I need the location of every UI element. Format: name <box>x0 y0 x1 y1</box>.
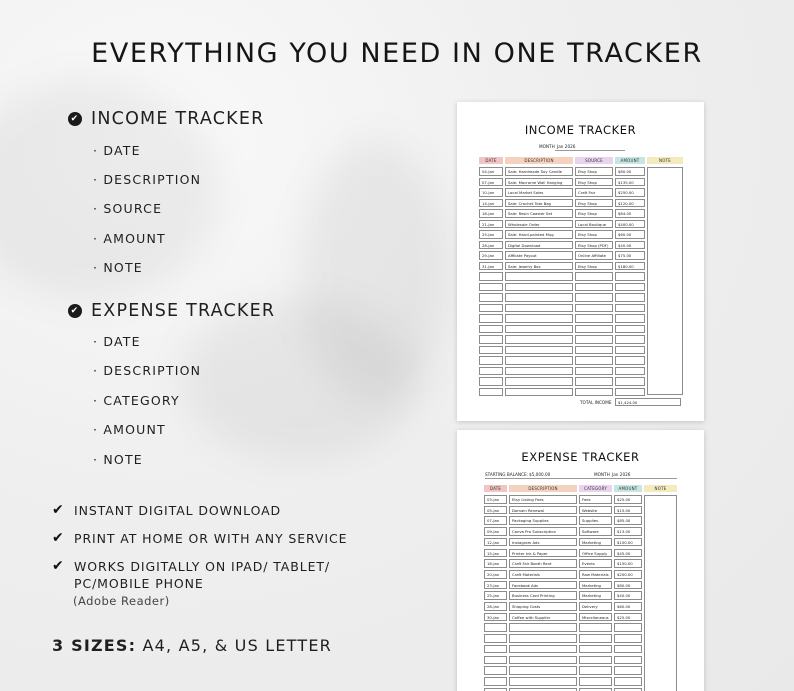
table-cell: Sale: Handmade Soy Candle <box>505 167 573 176</box>
table-cell: $45.00 <box>614 549 642 558</box>
table-cell <box>505 356 573 365</box>
table-cell: 07-Jan <box>484 516 507 525</box>
table-cell: 21-Jan <box>479 220 503 229</box>
income-item: · SOURCE <box>93 201 163 216</box>
table-cell <box>575 346 613 355</box>
table-cell <box>575 325 613 334</box>
table-cell: $40.00 <box>614 591 642 600</box>
table-cell <box>509 656 577 665</box>
table-cell: $80.00 <box>615 167 645 176</box>
table-header-date: DATE <box>484 485 507 492</box>
income-section-label: INCOME TRACKER <box>91 109 265 129</box>
checkmark-icon: ✔ <box>52 502 65 518</box>
note-column <box>647 167 683 395</box>
table-cell: 05-Jan <box>484 506 507 515</box>
table-cell <box>615 335 645 344</box>
table-cell: $40.00 <box>615 241 645 250</box>
table-header-amount: AMOUNT <box>615 157 645 164</box>
table-header-amount: AMOUNT <box>614 485 642 492</box>
table-cell <box>505 335 573 344</box>
table-cell: Events <box>579 559 612 568</box>
expense-item: · DATE <box>93 334 141 349</box>
table-cell: Local Boutique <box>575 220 613 229</box>
feature-item: ✔ INSTANT DIGITAL DOWNLOAD <box>52 502 282 518</box>
table-cell: 29-Jan <box>479 251 503 260</box>
expense-item: · AMOUNT <box>93 422 166 437</box>
table-cell <box>479 293 503 302</box>
table-cell <box>575 293 613 302</box>
table-cell: Sale: Resin Coaster Set <box>505 209 573 218</box>
table-cell: Canva Pro Subscription <box>509 527 577 536</box>
table-cell <box>614 666 642 675</box>
table-header-note: NOTE <box>644 485 677 492</box>
table-cell: $200.00 <box>614 570 642 579</box>
table-cell <box>614 623 642 632</box>
income-item: · DESCRIPTION <box>93 172 202 187</box>
table-cell: Craft Fair <box>575 188 613 197</box>
table-cell: $180.00 <box>615 262 645 271</box>
table-cell: 23-Jan <box>484 581 507 590</box>
table-cell: 14-Jan <box>479 199 503 208</box>
table-cell <box>615 304 645 313</box>
income-item: · NOTE <box>93 260 143 275</box>
table-cell <box>484 634 507 643</box>
table-cell <box>505 367 573 376</box>
table-cell <box>575 388 613 397</box>
sheet-title: INCOME TRACKER <box>524 123 637 137</box>
table-cell: Shipping Costs <box>509 602 577 611</box>
table-cell <box>509 677 577 686</box>
table-cell: Wholesale Order <box>505 220 573 229</box>
table-cell <box>484 666 507 675</box>
table-cell <box>579 634 612 643</box>
table-cell: $25.00 <box>614 613 642 622</box>
table-cell <box>615 388 645 397</box>
table-cell: 30-Jan <box>484 613 507 622</box>
background-shadow <box>300 140 450 400</box>
income-section-title <box>68 109 264 129</box>
table-cell: Craft Fair Booth Rent <box>509 559 577 568</box>
headline: EVERYTHING YOU NEED IN ONE TRACKER <box>91 38 703 69</box>
table-cell <box>579 666 612 675</box>
table-cell <box>505 346 573 355</box>
table-cell <box>614 688 642 691</box>
expense-item: · NOTE <box>93 452 143 467</box>
table-cell <box>484 677 507 686</box>
table-cell: Digital Download <box>505 241 573 250</box>
table-cell <box>479 367 503 376</box>
table-cell: $150.00 <box>614 559 642 568</box>
starting-balance-label: STARTING BALANCE: <box>485 472 529 477</box>
checkmark-icon: ✔ <box>52 558 65 574</box>
table-cell <box>479 314 503 323</box>
expense-section-title <box>68 301 275 321</box>
table-cell <box>505 283 573 292</box>
table-cell <box>479 346 503 355</box>
table-cell <box>615 346 645 355</box>
month-value: Jan 2026 <box>612 472 631 477</box>
month-label: MONTH <box>594 472 610 477</box>
table-cell: Affiliate Payout <box>505 251 573 260</box>
table-cell: $100.00 <box>614 538 642 547</box>
table-cell <box>505 272 573 281</box>
table-cell: Software <box>579 527 612 536</box>
table-cell <box>484 656 507 665</box>
table-cell <box>615 325 645 334</box>
table-cell <box>614 677 642 686</box>
table-cell: Sale: Macrame Wall Hanging <box>505 178 573 187</box>
table-cell: $84.00 <box>615 209 645 218</box>
month-value: Jan 2026 <box>557 144 576 149</box>
table-cell: 15-Jan <box>484 549 507 558</box>
sizes-value: A4, A5, & US LETTER <box>142 636 332 655</box>
table-cell <box>614 645 642 654</box>
table-cell: Online Affiliate <box>575 251 613 260</box>
table-cell: Local Market Sales <box>505 188 573 197</box>
table-header-note: NOTE <box>647 157 683 164</box>
table-cell <box>575 367 613 376</box>
table-cell <box>575 377 613 386</box>
table-cell: Delivery <box>579 602 612 611</box>
table-cell: 25-Jan <box>484 591 507 600</box>
table-cell: $13.00 <box>614 527 642 536</box>
total-value: $1,424.00 <box>615 398 681 406</box>
month-label: MONTH <box>539 144 555 149</box>
table-cell <box>614 634 642 643</box>
table-cell: 18-Jan <box>479 209 503 218</box>
table-cell: Business Card Printing <box>509 591 577 600</box>
checkmark-icon: ✔ <box>52 530 65 546</box>
table-cell <box>484 688 507 691</box>
table-cell <box>505 314 573 323</box>
table-cell <box>505 388 573 397</box>
table-cell: Facebook Ads <box>509 581 577 590</box>
table-cell: Packaging Supplies <box>509 516 577 525</box>
table-cell <box>509 666 577 675</box>
table-cell <box>479 335 503 344</box>
feature-note: (Adobe Reader) <box>73 594 170 608</box>
table-cell <box>505 304 573 313</box>
table-cell <box>509 623 577 632</box>
table-cell: 25-Jan <box>479 230 503 239</box>
sheet-title: EXPENSE TRACKER <box>521 450 640 464</box>
table-cell: Etsy Shop (PDF) <box>575 241 613 250</box>
table-cell: Domain Renewal <box>509 506 577 515</box>
table-cell <box>615 367 645 376</box>
table-cell: 07-Jan <box>479 178 503 187</box>
table-cell <box>579 623 612 632</box>
table-cell: Supplies <box>579 516 612 525</box>
table-cell <box>575 272 613 281</box>
table-cell <box>575 283 613 292</box>
table-cell <box>579 645 612 654</box>
table-cell: Marketing <box>579 538 612 547</box>
expense-section-label: EXPENSE TRACKER <box>91 301 276 321</box>
expense-item: · DESCRIPTION <box>93 363 202 378</box>
table-cell <box>479 356 503 365</box>
table-cell <box>509 645 577 654</box>
table-cell: $25.00 <box>614 495 642 504</box>
table-header-description: DESCRIPTION <box>509 485 577 492</box>
table-cell: Etsy Shop <box>575 230 613 239</box>
table-cell: $60.00 <box>614 602 642 611</box>
table-cell <box>505 325 573 334</box>
table-cell <box>615 314 645 323</box>
table-cell <box>615 377 645 386</box>
table-cell: Etsy Shop <box>575 199 613 208</box>
table-cell: Marketing <box>579 591 612 600</box>
table-cell <box>479 325 503 334</box>
sizes-line <box>52 636 332 655</box>
income-item: · DATE <box>93 143 141 158</box>
table-cell: Etsy Shop <box>575 262 613 271</box>
table-cell: 09-Jan <box>484 527 507 536</box>
total-label: TOTAL INCOME <box>580 400 612 405</box>
table-cell: $250.00 <box>615 188 645 197</box>
table-cell <box>484 623 507 632</box>
feature-item: ✔ WORKS DIGITALLY ON IPAD/ TABLET/ PC/MOBILE PHONE <box>52 558 331 591</box>
table-cell: $120.00 <box>615 199 645 208</box>
starting-balance-value: $5,000.00 <box>529 472 551 477</box>
table-cell <box>614 656 642 665</box>
table-cell: Printer Ink & Paper <box>509 549 577 558</box>
table-cell: Sale: Hand-painted Mug <box>505 230 573 239</box>
table-cell: Instagram Ads <box>509 538 577 547</box>
table-header-description: DESCRIPTION <box>505 157 573 164</box>
table-cell: Fees <box>579 495 612 504</box>
table-cell: $135.00 <box>615 178 645 187</box>
month-underline <box>555 150 625 151</box>
table-cell: $80.00 <box>614 581 642 590</box>
table-cell: Website <box>579 506 612 515</box>
table-cell: Sale: Crochet Tote Bag <box>505 199 573 208</box>
table-cell <box>615 293 645 302</box>
table-cell <box>575 314 613 323</box>
table-cell <box>575 356 613 365</box>
table-cell: Sale: Jewelry Box <box>505 262 573 271</box>
table-cell: Craft Materials <box>509 570 577 579</box>
table-cell: Raw Materials <box>579 570 612 579</box>
table-cell <box>479 388 503 397</box>
table-cell <box>509 634 577 643</box>
check-circle-icon: ✔ <box>68 112 82 126</box>
table-cell: Office Supply <box>579 549 612 558</box>
table-cell: 04-Jan <box>479 167 503 176</box>
table-cell <box>509 688 577 691</box>
table-cell: $400.00 <box>615 220 645 229</box>
check-circle-icon: ✔ <box>68 304 82 318</box>
table-header-source: SOURCE <box>575 157 613 164</box>
sizes-label: 3 SIZES: <box>52 636 137 655</box>
table-header-date: DATE <box>479 157 503 164</box>
income-tracker-sheet <box>457 102 704 421</box>
table-cell: Etsy Shop <box>575 209 613 218</box>
table-cell: Miscellaneous <box>579 613 612 622</box>
table-cell: Marketing <box>579 581 612 590</box>
table-header-category: CATEGORY <box>579 485 612 492</box>
table-cell: $85.00 <box>614 516 642 525</box>
table-cell <box>505 377 573 386</box>
table-cell: 28-Jan <box>484 602 507 611</box>
table-cell: Etsy Listing Fees <box>509 495 577 504</box>
table-cell: Etsy Shop <box>575 178 613 187</box>
balance-underline <box>485 478 677 479</box>
expense-item: · CATEGORY <box>93 393 180 408</box>
table-cell: 10-Jan <box>479 188 503 197</box>
table-cell: 28-Jan <box>479 241 503 250</box>
table-cell <box>615 283 645 292</box>
table-cell: 03-Jan <box>484 495 507 504</box>
table-cell: 20-Jan <box>484 570 507 579</box>
table-cell <box>479 283 503 292</box>
table-cell <box>579 656 612 665</box>
table-cell <box>579 677 612 686</box>
table-cell <box>579 688 612 691</box>
table-cell <box>575 304 613 313</box>
table-cell <box>615 356 645 365</box>
expense-tracker-sheet <box>457 430 704 691</box>
table-cell: 18-Jan <box>484 559 507 568</box>
table-cell <box>505 293 573 302</box>
table-cell <box>479 272 503 281</box>
table-cell: $15.00 <box>614 506 642 515</box>
table-cell <box>615 272 645 281</box>
income-item: · AMOUNT <box>93 231 166 246</box>
table-cell <box>479 304 503 313</box>
table-cell <box>479 377 503 386</box>
table-cell: Coffee with Supplier <box>509 613 577 622</box>
feature-item: ✔ PRINT AT HOME OR WITH ANY SERVICE <box>52 530 348 546</box>
note-column <box>644 495 677 691</box>
table-cell: Etsy Shop <box>575 167 613 176</box>
table-cell: 12-Jan <box>484 538 507 547</box>
table-cell <box>484 645 507 654</box>
table-cell: $75.00 <box>615 251 645 260</box>
table-cell <box>575 335 613 344</box>
table-cell: $60.00 <box>615 230 645 239</box>
table-cell: 31-Jan <box>479 262 503 271</box>
